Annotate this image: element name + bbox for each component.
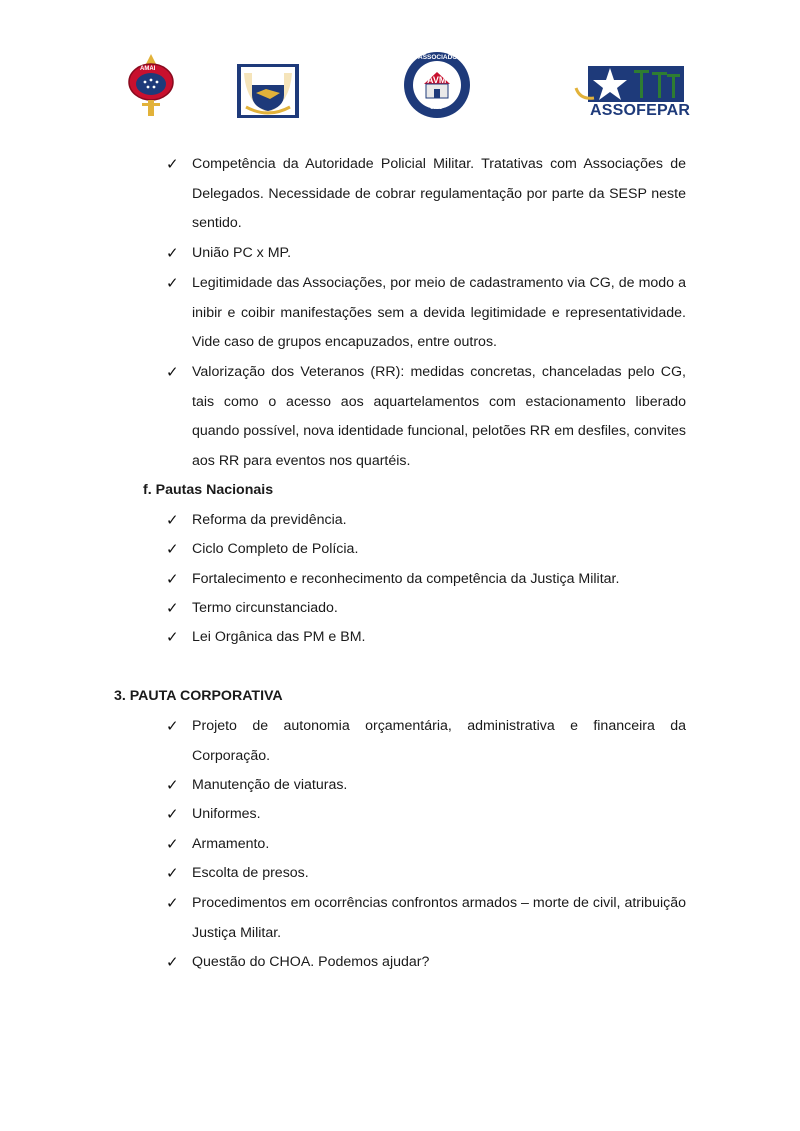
check-mark-icon: ✓ <box>166 364 179 381</box>
list-item: Fortalecimento e reconhecimento da competência da Justiça Militar. <box>192 571 620 587</box>
associado-year-text: 1963 <box>430 105 443 111</box>
check-mark-icon: ✓ <box>166 865 179 882</box>
check-mark-icon: ✓ <box>166 895 179 912</box>
check-mark-icon: ✓ <box>166 806 179 823</box>
list-item: Lei Orgânica das PM e BM. <box>192 629 366 645</box>
list-item: Escolta de presos. <box>192 865 309 881</box>
list-item: Reforma da previdência. <box>192 512 347 528</box>
amai-logo-text: AMAI <box>140 66 156 72</box>
list-item: Termo circunstanciado. <box>192 600 338 616</box>
check-mark-icon: ✓ <box>166 541 179 558</box>
check-mark-icon: ✓ <box>166 512 179 529</box>
associado-center-text: AVM <box>427 75 447 85</box>
list-item: União PC x MP. <box>192 245 292 261</box>
check-mark-icon: ✓ <box>166 954 179 971</box>
list-item: Valorização dos Veteranos (RR): medidas concretas, chanceladas pelo CG, tais como o acesso aos aquartelamentos com estacionamento liberado quando possível, nova identidade funcional, pelotões RR em desfiles, convites aos RR para eventos nos quartéis. <box>192 364 686 469</box>
list-item: Armamento. <box>192 836 270 852</box>
list-item: Uniformes. <box>192 806 261 822</box>
list-item: Competência da Autoridade Policial Militar. Tratativas com Associações de Delegados. Necessidade de cobrar regulamentação por parte da SESP neste sentido. <box>192 156 686 231</box>
list-item: Manutenção de viaturas. <box>192 777 348 793</box>
list-item: Procedimentos em ocorrências confrontos armados – morte de civil, atribuição Justiça Militar. <box>192 895 686 941</box>
check-mark-icon: ✓ <box>166 245 179 262</box>
assofepar-logo-text: ASSOFEPAR <box>590 102 691 119</box>
check-mark-icon: ✓ <box>166 600 179 617</box>
section-f-heading: f. Pautas Nacionais <box>143 482 274 498</box>
list-item: Projeto de autonomia orçamentária, administrativa e financeira da Corporação. <box>192 718 686 764</box>
list-item: Questão do CHOA. Podemos ajudar? <box>192 954 430 970</box>
list-item: Ciclo Completo de Polícia. <box>192 541 359 557</box>
check-mark-icon: ✓ <box>166 836 179 853</box>
associado-top-text: ASSOCIADO <box>418 54 458 61</box>
check-mark-icon: ✓ <box>166 275 179 292</box>
check-mark-icon: ✓ <box>166 571 179 588</box>
check-mark-icon: ✓ <box>166 718 179 735</box>
list-item: Legitimidade das Associações, por meio de cadastramento via CG, de modo a inibir e coibir manifestações sem a devida legitimidade e representatividade. Vide caso de grupos encapuzados, entre outros. <box>192 275 686 350</box>
check-mark-icon: ✓ <box>166 156 179 173</box>
check-mark-icon: ✓ <box>166 629 179 646</box>
check-mark-icon: ✓ <box>166 777 179 794</box>
section-3-heading: 3. PAUTA CORPORATIVA <box>114 688 283 704</box>
